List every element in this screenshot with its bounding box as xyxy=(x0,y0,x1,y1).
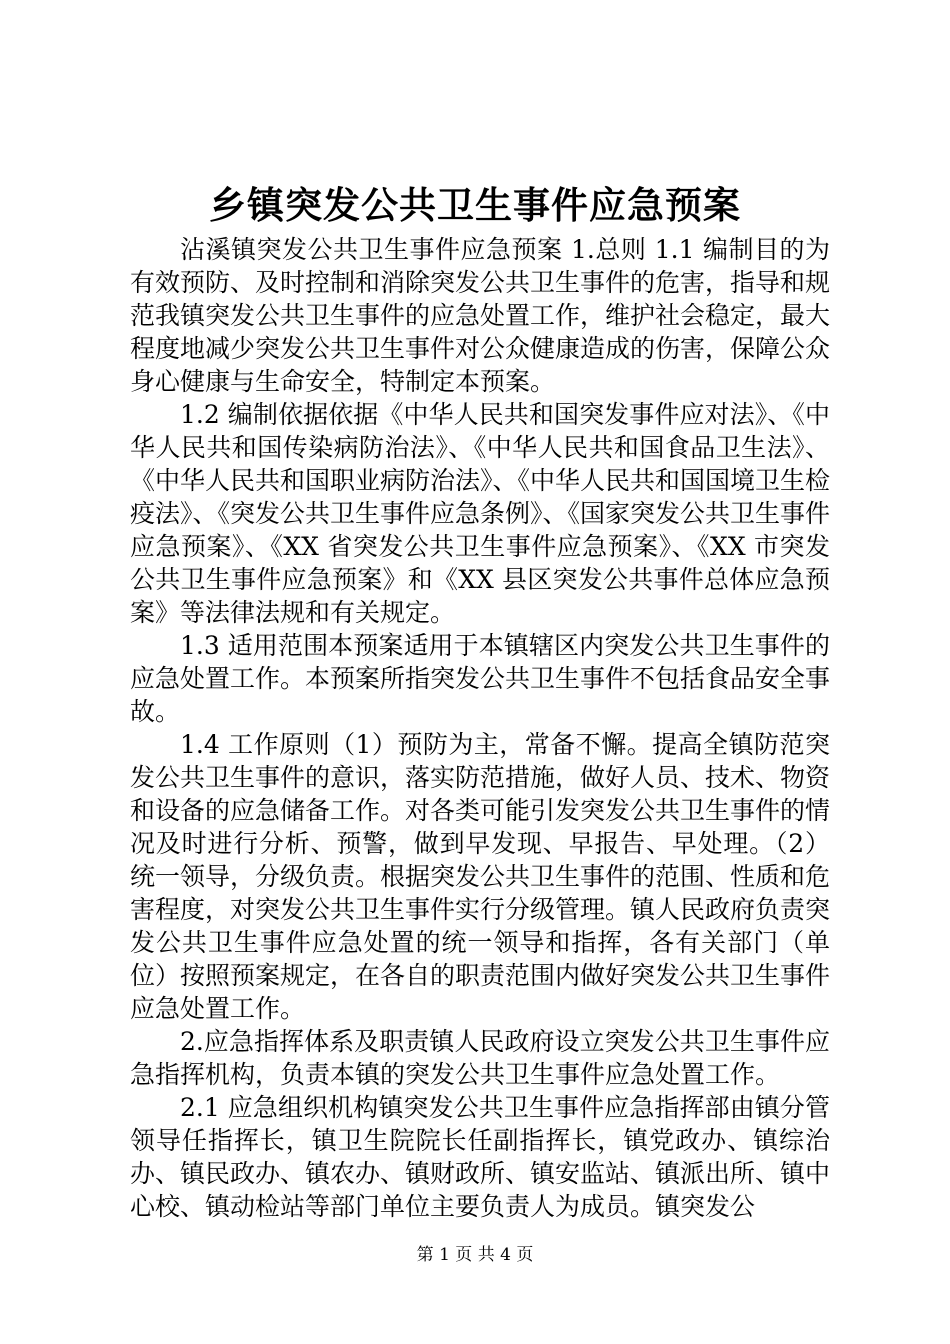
paragraph-3: 1.3 适用范围本预案适用于本镇辖区内突发公共卫生事件的应急处置工作。本预案所指突发公共卫生事件不包括食品安全事故。 xyxy=(130,631,831,726)
document-body xyxy=(130,233,830,1223)
page-number-footer: 第 1 页 共 4 页 xyxy=(416,1245,534,1265)
paragraph-2: 1.2 编制依据依据《中华人民共和国突发事件应对法》、《中华人民共和国传染病防治法》、《中华人民共和国食品卫生法》、《中华人民共和国职业病防治法》、《中华人民共和国国境卫生检疫法》、《突发公共卫生事件应急条例》、《国家突发公共卫生事件应急预案》、《XX 省突发公共卫生事件应急预案》、《XX 市突发公共卫生事件应急预案》和《XX 县区突发公共事件总体应急预案》等法律法规和有关规定。 xyxy=(130,400,831,627)
paragraph-5: 2.应急指挥体系及职责镇人民政府设立突发公共卫生事件应急指挥机构，负责本镇的突发公共卫生事件应急处置工作。 xyxy=(130,1027,830,1089)
document-title: 乡镇突发公共卫生事件应急预案 xyxy=(209,184,741,227)
paragraph-4: 1.4 工作原则（1）预防为主，常备不懈。提高全镇防范突发公共卫生事件的意识，落实防范措施，做好人员、技术、物资和设备的应急储备工作。对各类可能引发突发公共卫生事件的情况及时进行分析、预警，做到早发现、早报告、早处理。（2）统一领导，分级负责。根据突发公共卫生事件的范围、性质和危害程度，对突发公共卫生事件实行分级管理。镇人民政府负责突发公共卫生事件应急处置的统一领导和指挥，各有关部门（单位）按照预案规定，在各自的职责范围内做好突发公共卫生事件应急处置工作。 xyxy=(130,730,831,1023)
paragraph-1: 沾溪镇突发公共卫生事件应急预案 1.总则 1.1 编制目的为有效预防、及时控制和消除突发公共卫生事件的危害，指导和规范我镇突发公共卫生事件的应急处置工作，维护社会稳定，最大程度地减少突发公共卫生事件对公众健康造成的伤害，保障公众身心健康与生命安全，特制定本预案。 xyxy=(130,235,831,396)
paragraph-6: 2.1 应急组织机构镇突发公共卫生事件应急指挥部由镇分管领导任指挥长，镇卫生院院长任副指挥长，镇党政办、镇综治办、镇民政办、镇农办、镇财政所、镇安监站、镇派出所、镇中心校、镇动检站等部门单位主要负责人为成员。镇突发公 xyxy=(130,1093,831,1221)
